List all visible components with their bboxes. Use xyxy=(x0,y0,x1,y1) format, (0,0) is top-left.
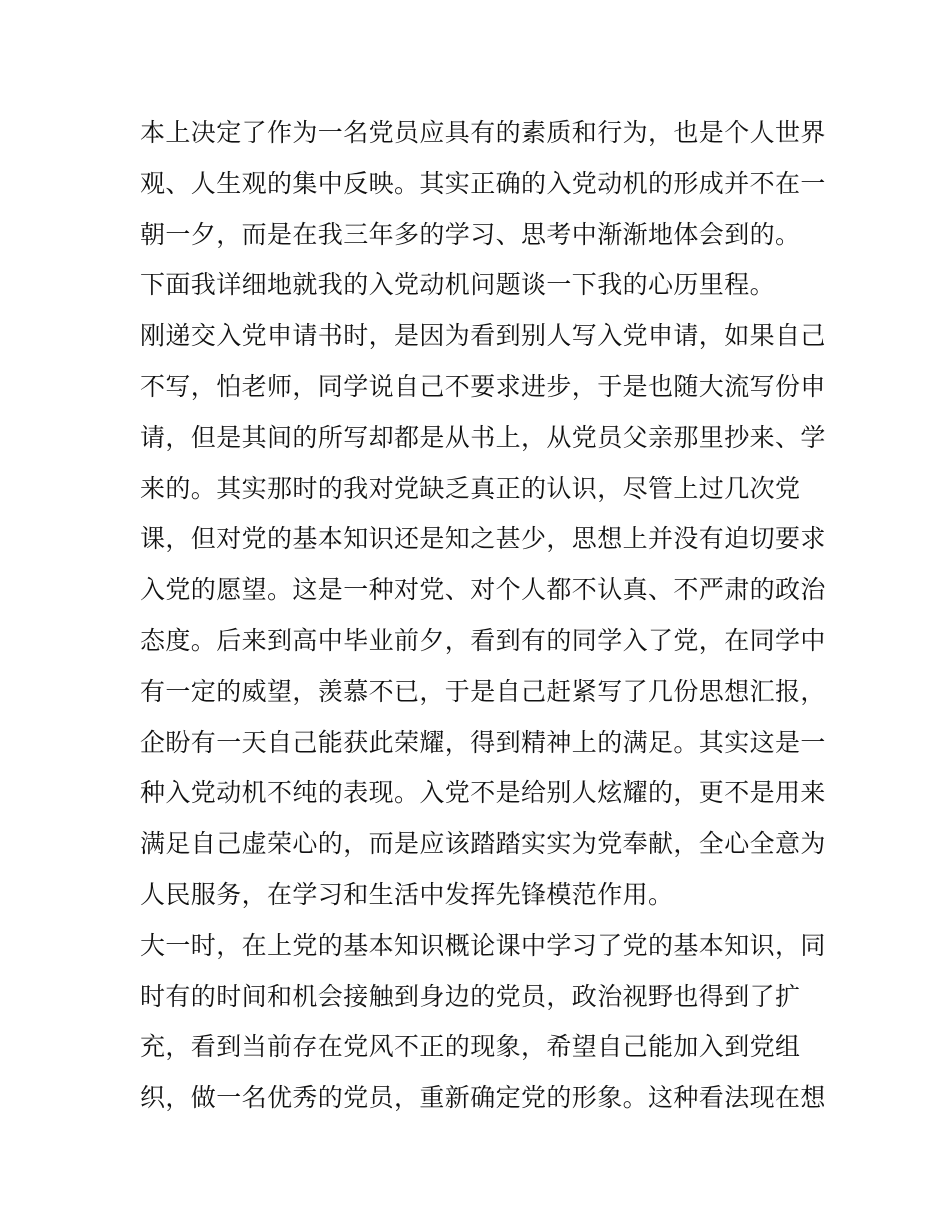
text-line: 时有的时间和机会接触到身边的党员，政治视野也得到了扩 xyxy=(140,981,801,1011)
text-line: 来的。其实那时的我对党缺乏真正的认识，尽管上过几次党 xyxy=(140,473,801,503)
text-line: 种入党动机不纯的表现。入党不是给别人炫耀的，更不是用来 xyxy=(140,778,826,808)
text-line: 企盼有一天自己能获此荣耀，得到精神上的满足。其实这是一 xyxy=(140,727,826,757)
text-line: 下面我详细地就我的入党动机问题谈一下我的心历里程。 xyxy=(140,270,776,300)
text-line: 充，看到当前存在党风不正的现象，希望自己能加入到党组 xyxy=(140,1032,801,1062)
text-line: 织，做一名优秀的党员，重新确定党的形象。这种看法现在想 xyxy=(140,1083,826,1113)
text-line: 不写，怕老师，同学说自己不要求进步，于是也随大流写份申 xyxy=(140,371,826,401)
text-line: 有一定的威望，羡慕不已，于是自己赶紧写了几份思想汇报， xyxy=(140,676,826,706)
text-line: 入党的愿望。这是一种对党、对个人都不认真、不严肃的政治 xyxy=(140,575,826,605)
text-line: 课，但对党的基本知识还是知之甚少，思想上并没有迫切要求 xyxy=(140,524,826,554)
body-text xyxy=(140,108,826,1124)
text-line: 本上决定了作为一名党员应具有的素质和行为，也是个人世界 xyxy=(140,118,826,147)
text-line: 人民服务，在学习和生活中发挥先锋模范作用。 xyxy=(140,879,674,909)
text-line: 观、人生观的集中反映。其实正确的入党动机的形成并不在一 xyxy=(140,168,826,198)
text-line: 满足自己虚荣心的，而是应该踏踏实实为党奉献，全心全意为 xyxy=(140,829,826,859)
text-line: 请，但是其间的所写却都是从书上，从党员父亲那里抄来、学 xyxy=(140,422,826,452)
text-line: 态度。后来到高中毕业前夕，看到有的同学入了党，在同学中 xyxy=(140,625,826,655)
text-line: 刚递交入党申请书时，是因为看到别人写入党申请，如果自己 xyxy=(140,321,826,351)
text-line: 大一时，在上党的基本知识概论课中学习了党的基本知识，同 xyxy=(140,930,826,960)
text-line: 朝一夕，而是在我三年多的学习、思考中渐渐地体会到的。 xyxy=(140,219,801,249)
